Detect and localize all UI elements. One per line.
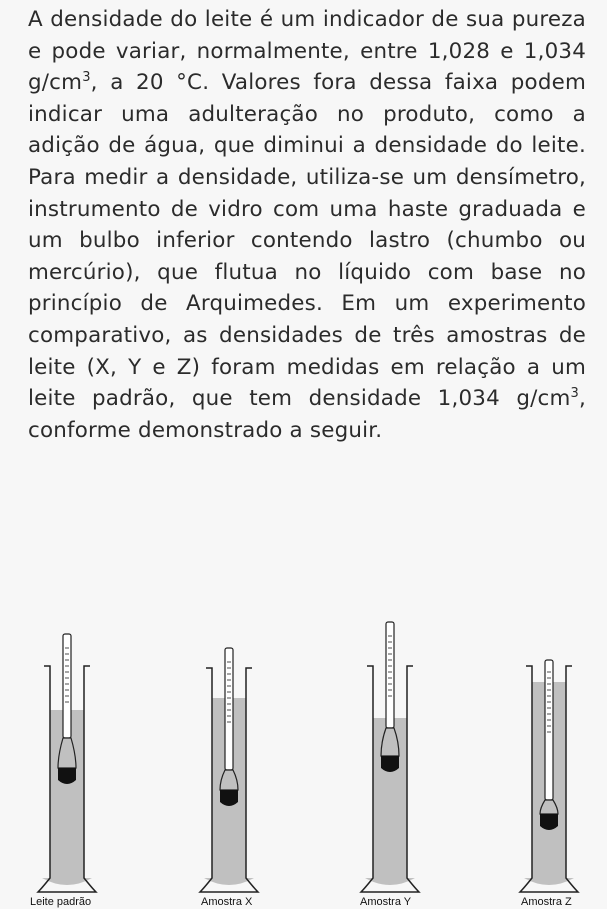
- hydrometer-stem: [545, 660, 553, 800]
- cylinder-amostra-y: [360, 622, 419, 908]
- label-amostra-y: Amostra Y: [360, 896, 412, 908]
- question-paragraph: A densidade do leite é um indicador de sua pureza e pode variar, normalmente, entre 1,028 e 1,034 $g/cm^3$, a 20 °C. Valores fora dessa faixa podem indicar uma adulteração no produto, como a adição de água, que diminui a densidade do leite. Para medir a densidade, utiliza-se um densímetro, instrumento de vidro com uma haste graduada e um bulbo inferior contendo lastro (chumbo ou mercúrio), que flutua no líquido com base no princípio de Arquimedes. Em um experimento comparativo, as densidades de três amostras de leite (X, Y e Z) foram medidas em relação a um leite padrão, que tem densidade 1,034 $g/cm^3$, conforme demonstrado a seguir.: [28, 7, 586, 443]
- label-amostra-x: Amostra X: [201, 896, 253, 908]
- label-leite-padrao: Leite padrão: [30, 896, 92, 908]
- hydrometer-ballast: [58, 768, 76, 784]
- hydrometer-figure: [0, 600, 607, 909]
- hydrometer-stem: [63, 634, 71, 738]
- hydrometer-ballast: [220, 790, 238, 806]
- cylinder-amostra-z: [520, 660, 578, 908]
- label-amostra-z: Amostra Z: [521, 896, 572, 908]
- hydrometer-ballast: [540, 814, 558, 830]
- cylinder-amostra-x: [200, 648, 258, 908]
- hydrometer-stem: [386, 622, 394, 728]
- hydrometer-ballast: [381, 756, 399, 772]
- hydrometer-stem: [225, 648, 233, 770]
- cylinder-leite-padrao: [30, 634, 96, 908]
